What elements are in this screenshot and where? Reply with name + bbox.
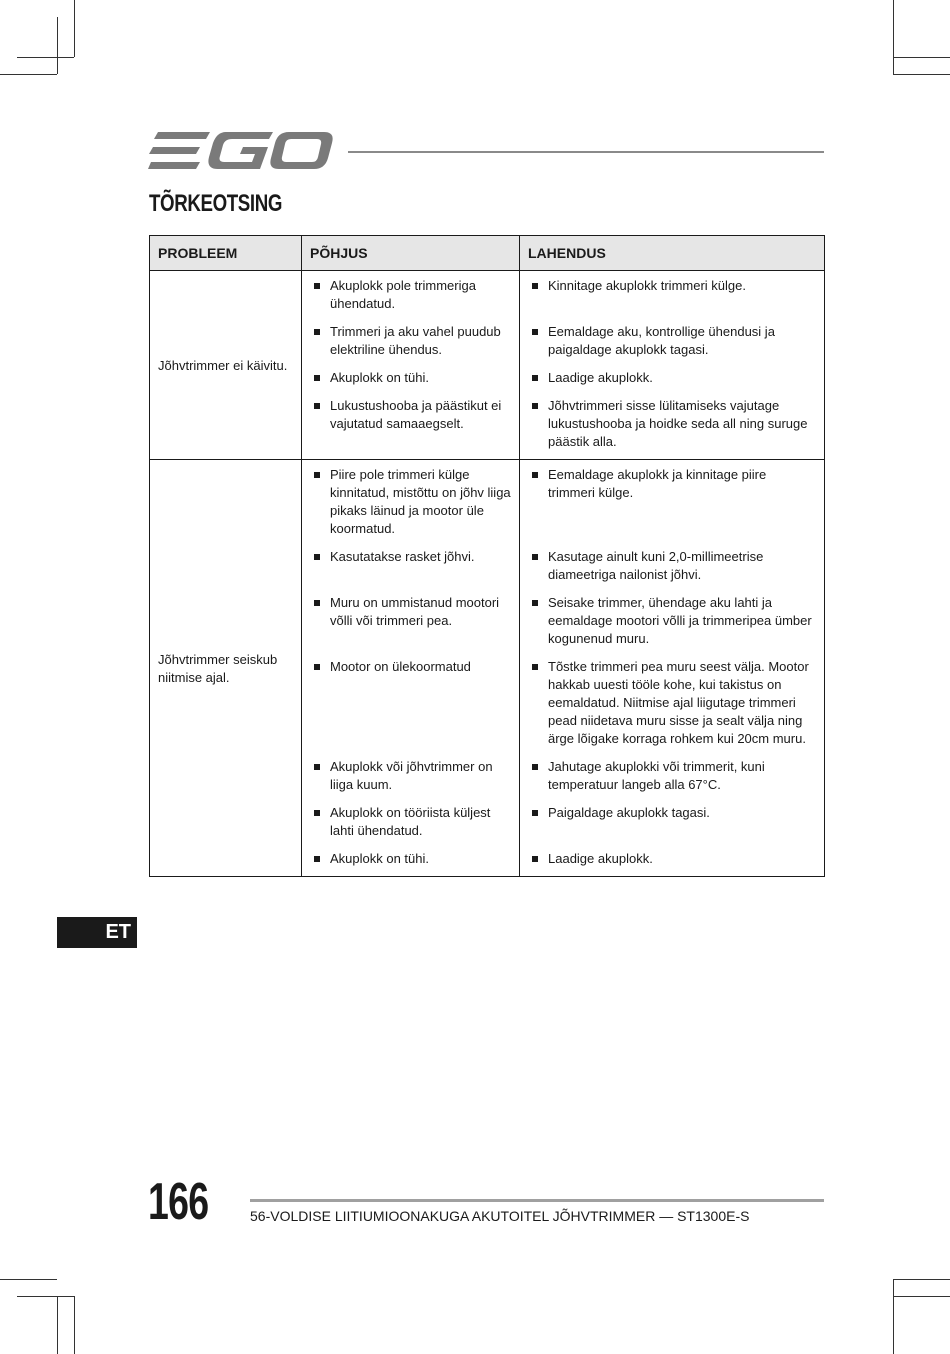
cause-text: Akuplokk pole trimmeriga ühendatud. bbox=[330, 278, 476, 311]
bullet-square-icon bbox=[314, 329, 320, 335]
bullet-item bbox=[310, 850, 511, 868]
bullet-square-icon bbox=[314, 664, 320, 670]
crop-mark bbox=[74, 0, 75, 57]
crop-mark bbox=[893, 57, 950, 58]
footer-document-title: 56-VOLDISE LIITIUMIOONAKUGA AKUTOITEL JÕHVTRIMMER — ST1300E-S bbox=[250, 1208, 750, 1224]
bullet-item bbox=[310, 323, 511, 359]
solution-text: Paigaldage akuplokk tagasi. bbox=[548, 805, 710, 820]
solution-cell bbox=[520, 460, 825, 543]
crop-mark bbox=[17, 1296, 74, 1297]
solution-text: Kasutage ainult kuni 2,0-millimeetrise diameetriga nailonist jõhvi. bbox=[548, 549, 764, 582]
bullet-item bbox=[528, 594, 816, 648]
cause-cell bbox=[302, 652, 520, 752]
cause-cell bbox=[302, 542, 520, 588]
bullet-item bbox=[528, 758, 816, 794]
bullet-item bbox=[528, 466, 816, 502]
cause-text: Muru on ummistanud mootori võlli või trimmeri pea. bbox=[330, 595, 500, 628]
bullet-item bbox=[310, 397, 511, 433]
cause-cell bbox=[302, 363, 520, 391]
bullet-item bbox=[310, 369, 511, 387]
bullet-square-icon bbox=[314, 810, 320, 816]
solution-cell bbox=[520, 317, 825, 363]
solution-text: Laadige akuplokk. bbox=[548, 851, 653, 866]
bullet-item bbox=[528, 369, 816, 387]
bullet-square-icon bbox=[314, 600, 320, 606]
crop-mark bbox=[57, 1296, 58, 1354]
solution-text: Tõstke trimmeri pea muru seest välja. Mootor hakkab uuesti tööle kohe, kui takistus on eemaldatud. Niitmise ajal liigutage trimmeri pead niidetava muru sisse ja sealt välja ning ärge lõigake korraga rohkem kui 20cm muru. bbox=[548, 659, 809, 746]
cause-text: Akuplokk on tühi. bbox=[330, 370, 430, 385]
solution-cell bbox=[520, 798, 825, 844]
bullet-square-icon bbox=[532, 856, 538, 862]
column-header-cause: PÕHJUS bbox=[302, 236, 520, 271]
solution-cell bbox=[520, 391, 825, 460]
footer-rule bbox=[250, 1199, 824, 1202]
cause-text: Trimmeri ja aku vahel puudub elektriline ühendus. bbox=[330, 324, 501, 357]
bullet-item bbox=[310, 658, 511, 676]
bullet-square-icon bbox=[532, 554, 538, 560]
crop-mark bbox=[893, 0, 894, 74]
bullet-item bbox=[528, 658, 816, 748]
crop-mark bbox=[893, 1279, 950, 1280]
crop-mark bbox=[57, 17, 58, 74]
solution-cell bbox=[520, 363, 825, 391]
cause-text: Akuplokk on tühi. bbox=[330, 851, 430, 866]
cause-text: Mootor on ülekoormatud bbox=[330, 659, 471, 674]
cause-text: Lukustushooba ja päästikut ei vajutatud samaaegselt. bbox=[330, 398, 502, 431]
problem-cell: Jõhvtrimmer seiskub niitmise ajal. bbox=[150, 460, 302, 877]
solution-cell bbox=[520, 542, 825, 588]
bullet-square-icon bbox=[532, 810, 538, 816]
bullet-item bbox=[528, 804, 816, 822]
bullet-square-icon bbox=[532, 375, 538, 381]
bullet-item bbox=[528, 397, 816, 451]
bullet-square-icon bbox=[532, 472, 538, 478]
bullet-square-icon bbox=[314, 403, 320, 409]
header-rule bbox=[348, 151, 824, 153]
cause-text: Kasutatakse rasket jõhvi. bbox=[330, 549, 475, 564]
bullet-square-icon bbox=[532, 600, 538, 606]
bullet-square-icon bbox=[532, 283, 538, 289]
cause-text: Akuplokk või jõhvtrimmer on liiga kuum. bbox=[330, 759, 493, 792]
crop-mark bbox=[74, 1296, 75, 1354]
table-header-row bbox=[150, 236, 825, 271]
bullet-item bbox=[310, 804, 511, 840]
crop-mark bbox=[893, 1279, 894, 1354]
crop-mark bbox=[0, 1279, 57, 1280]
solution-text: Laadige akuplokk. bbox=[548, 370, 653, 385]
cause-cell bbox=[302, 460, 520, 543]
solution-text: Seisake trimmer, ühendage aku lahti ja eemaldage mootori võlli ja trimmeripea ümber kogunenud muru. bbox=[548, 595, 812, 646]
cause-cell bbox=[302, 798, 520, 844]
solution-text: Eemaldage akuplokk ja kinnitage piire trimmeri külge. bbox=[548, 467, 767, 500]
solution-text: Kinnitage akuplokk trimmeri külge. bbox=[548, 278, 746, 293]
cause-cell bbox=[302, 588, 520, 652]
bullet-square-icon bbox=[314, 554, 320, 560]
solution-text: Jahutage akuplokki või trimmerit, kuni temperatuur langeb alla 67°C. bbox=[548, 759, 765, 792]
solution-cell bbox=[520, 652, 825, 752]
troubleshooting-table bbox=[149, 235, 825, 877]
table-row bbox=[150, 271, 825, 318]
solution-cell bbox=[520, 752, 825, 798]
section-title: TÕRKEOTSING bbox=[149, 190, 283, 217]
bullet-item bbox=[310, 548, 511, 566]
solution-cell bbox=[520, 844, 825, 877]
bullet-item bbox=[528, 850, 816, 868]
ego-logo bbox=[148, 128, 333, 174]
solution-cell bbox=[520, 588, 825, 652]
crop-mark bbox=[17, 57, 74, 58]
crop-mark bbox=[893, 74, 950, 75]
bullet-item bbox=[310, 758, 511, 794]
language-tab: ET bbox=[57, 917, 137, 948]
cause-cell bbox=[302, 391, 520, 460]
column-header-solution: LAHENDUS bbox=[520, 236, 825, 271]
bullet-item bbox=[528, 548, 816, 584]
bullet-item bbox=[310, 277, 511, 313]
cause-cell bbox=[302, 844, 520, 877]
bullet-item bbox=[310, 594, 511, 630]
bullet-item bbox=[528, 277, 816, 295]
bullet-square-icon bbox=[532, 764, 538, 770]
table-row bbox=[150, 460, 825, 543]
cause-text: Akuplokk on tööriista küljest lahti ühendatud. bbox=[330, 805, 491, 838]
bullet-square-icon bbox=[314, 856, 320, 862]
problem-cell: Jõhvtrimmer ei käivitu. bbox=[150, 271, 302, 460]
page-number: 166 bbox=[148, 1173, 209, 1231]
bullet-square-icon bbox=[532, 403, 538, 409]
solution-cell bbox=[520, 271, 825, 318]
bullet-square-icon bbox=[314, 764, 320, 770]
cause-cell bbox=[302, 317, 520, 363]
bullet-square-icon bbox=[532, 329, 538, 335]
bullet-item bbox=[310, 466, 511, 538]
bullet-square-icon bbox=[314, 472, 320, 478]
column-header-problem: PROBLEEM bbox=[150, 236, 302, 271]
bullet-square-icon bbox=[314, 375, 320, 381]
solution-text: Jõhvtrimmeri sisse lülitamiseks vajutage lukustushooba ja hoidke seda all ning suruge päästik alla. bbox=[548, 398, 808, 449]
crop-mark bbox=[893, 1296, 950, 1297]
solution-text: Eemaldage aku, kontrollige ühendusi ja paigaldage akuplokk tagasi. bbox=[548, 324, 775, 357]
cause-text: Piire pole trimmeri külge kinnitatud, mistõttu on jõhv liiga pikaks läinud ja mootor üle koormatud. bbox=[330, 467, 511, 536]
bullet-square-icon bbox=[314, 283, 320, 289]
crop-mark bbox=[0, 74, 57, 75]
cause-cell bbox=[302, 752, 520, 798]
bullet-square-icon bbox=[532, 664, 538, 670]
bullet-item bbox=[528, 323, 816, 359]
cause-cell bbox=[302, 271, 520, 318]
